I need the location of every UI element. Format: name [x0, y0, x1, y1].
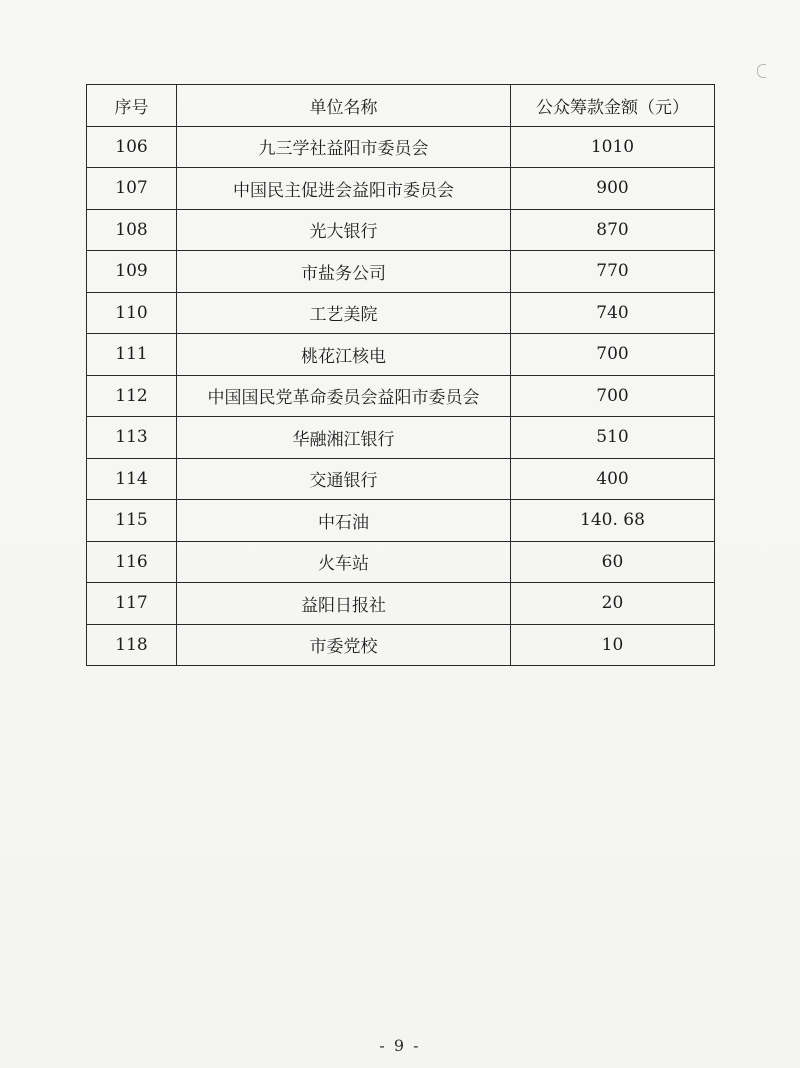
table-row	[87, 375, 715, 417]
cell-serial-number: 110	[87, 292, 177, 334]
cell-unit-name: 中石油	[177, 500, 511, 542]
cell-serial-number: 115	[87, 500, 177, 542]
table-row	[87, 168, 715, 210]
cell-unit-name: 九三学社益阳市委员会	[177, 126, 511, 168]
cell-donation-amount: 700	[511, 334, 715, 376]
table-header-row	[87, 85, 715, 127]
cell-donation-amount: 140. 68	[511, 500, 715, 542]
corner-mark	[757, 64, 766, 78]
cell-donation-amount: 700	[511, 375, 715, 417]
cell-serial-number: 106	[87, 126, 177, 168]
cell-unit-name: 交通银行	[177, 458, 511, 500]
cell-serial-number: 108	[87, 209, 177, 251]
table-row	[87, 417, 715, 459]
header-serial-number: 序号	[87, 85, 177, 127]
cell-unit-name: 市盐务公司	[177, 251, 511, 293]
cell-serial-number: 118	[87, 624, 177, 666]
table-row	[87, 541, 715, 583]
header-unit-name: 单位名称	[177, 85, 511, 127]
cell-unit-name: 益阳日报社	[177, 583, 511, 625]
table-row	[87, 334, 715, 376]
cell-serial-number: 107	[87, 168, 177, 210]
cell-unit-name: 市委党校	[177, 624, 511, 666]
cell-unit-name: 桃花江核电	[177, 334, 511, 376]
cell-donation-amount: 1010	[511, 126, 715, 168]
page-number: - 9 -	[379, 1036, 421, 1055]
cell-unit-name: 中国民主促进会益阳市委员会	[177, 168, 511, 210]
table-row	[87, 209, 715, 251]
cell-serial-number: 109	[87, 251, 177, 293]
table-row	[87, 292, 715, 334]
table-row	[87, 126, 715, 168]
table-row	[87, 458, 715, 500]
table-row	[87, 251, 715, 293]
cell-donation-amount: 510	[511, 417, 715, 459]
cell-donation-amount: 740	[511, 292, 715, 334]
table-row	[87, 500, 715, 542]
table-row	[87, 583, 715, 625]
cell-donation-amount: 10	[511, 624, 715, 666]
cell-serial-number: 114	[87, 458, 177, 500]
cell-donation-amount: 60	[511, 541, 715, 583]
cell-donation-amount: 870	[511, 209, 715, 251]
cell-donation-amount: 770	[511, 251, 715, 293]
cell-donation-amount: 20	[511, 583, 715, 625]
cell-donation-amount: 400	[511, 458, 715, 500]
cell-unit-name: 火车站	[177, 541, 511, 583]
cell-serial-number: 113	[87, 417, 177, 459]
table-row	[87, 624, 715, 666]
cell-serial-number: 117	[87, 583, 177, 625]
cell-serial-number: 116	[87, 541, 177, 583]
cell-serial-number: 111	[87, 334, 177, 376]
cell-unit-name: 中国国民党革命委员会益阳市委员会	[177, 375, 511, 417]
cell-serial-number: 112	[87, 375, 177, 417]
donation-table	[86, 84, 715, 666]
header-donation-amount: 公众筹款金额（元）	[511, 85, 715, 127]
cell-donation-amount: 900	[511, 168, 715, 210]
cell-unit-name: 华融湘江银行	[177, 417, 511, 459]
cell-unit-name: 光大银行	[177, 209, 511, 251]
cell-unit-name: 工艺美院	[177, 292, 511, 334]
